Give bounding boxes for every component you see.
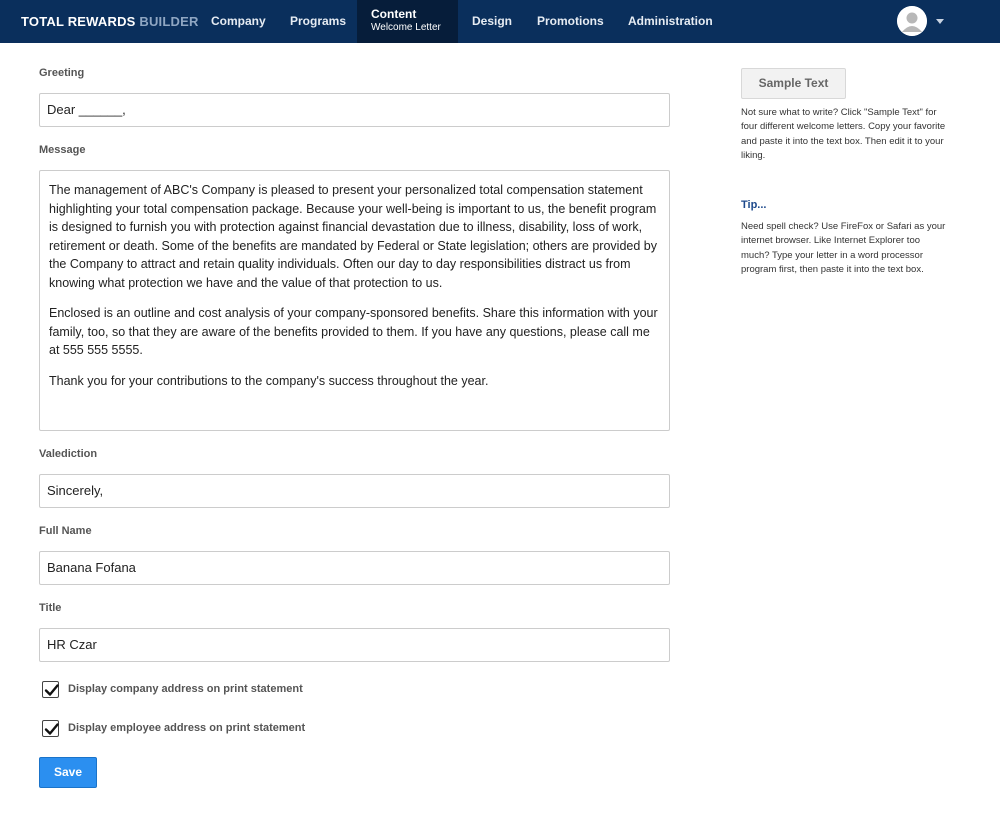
sample-text-help: Not sure what to write? Click "Sample Text" for four different welcome letters. Copy your favorite and paste it into the text box. Then edit it to your liking. xyxy=(741,107,946,161)
employee-address-checkbox[interactable] xyxy=(42,720,59,737)
valediction-input[interactable]: Sincerely, xyxy=(39,474,670,508)
company-address-label: Display company address on print statement xyxy=(68,683,303,695)
nav-item-programs[interactable]: Programs xyxy=(290,14,347,28)
nav-item-content-label: Content xyxy=(371,7,417,21)
tip-text: Need spell check? Use FireFox or Safari as your internet browser. Like Internet Explorer too much? Type your letter in a word processor program first, then paste it into the text box. xyxy=(741,221,946,275)
message-paragraph-3: Thank you for your contributions to the company's success throughout the year. xyxy=(49,373,489,388)
message-label: Message xyxy=(39,144,86,156)
checkmark-icon xyxy=(43,682,60,699)
valediction-label: Valediction xyxy=(39,448,98,460)
full-name-label: Full Name xyxy=(39,525,92,537)
message-paragraph-2: Enclosed is an outline and cost analysis of your company-sponsored benefits. Share this information with your family, too, so that they are aware of the benefits provided to them. If you have any questions, please call me at 555 555 5555. xyxy=(49,306,658,357)
checkmark-icon xyxy=(43,721,60,738)
nav-item-content[interactable] xyxy=(357,0,458,43)
brand-logo[interactable] xyxy=(21,14,199,29)
save-button[interactable]: Save xyxy=(39,757,97,788)
message-paragraph-1: The management of ABC's Company is pleased to present your personalized total compensation statement highlighting your total compensation package. Because your well-being is important to us, the benefit program is designed to furnish you with protection against financial devastation due to illness, disability, loss of work, retirement or death. Some of the benefits are mandated by Federal or State legislation; others are provided by the Company to attract and retain quality individuals. Often our day to day responsibilities distract us from knowing what protection we have and the value of that protection to us. xyxy=(49,183,657,290)
top-navbar xyxy=(0,0,1000,43)
greeting-label: Greeting xyxy=(39,67,85,79)
message-textarea[interactable] xyxy=(39,170,670,431)
employee-address-label: Display employee address on print statement xyxy=(68,722,306,734)
title-label: Title xyxy=(39,602,62,614)
nav-item-promotions[interactable]: Promotions xyxy=(537,14,604,28)
company-address-checkbox[interactable] xyxy=(42,681,59,698)
nav-item-design[interactable]: Design xyxy=(472,14,513,28)
brand-light: BUILDER xyxy=(139,14,199,29)
greeting-input[interactable]: Dear ______, xyxy=(39,93,670,127)
nav-item-content-sublabel: Welcome Letter xyxy=(371,22,441,33)
sample-text-button[interactable]: Sample Text xyxy=(741,68,846,99)
tip-title: Tip... xyxy=(741,199,767,211)
nav-item-administration[interactable]: Administration xyxy=(628,14,713,28)
title-input[interactable]: HR Czar xyxy=(39,628,670,662)
full-name-input[interactable]: Banana Fofana xyxy=(39,551,670,585)
user-avatar-icon[interactable] xyxy=(897,6,927,36)
brand-main: TOTAL REWARDS xyxy=(21,14,136,29)
nav-item-company[interactable]: Company xyxy=(211,14,266,28)
chevron-down-icon[interactable] xyxy=(936,19,944,24)
